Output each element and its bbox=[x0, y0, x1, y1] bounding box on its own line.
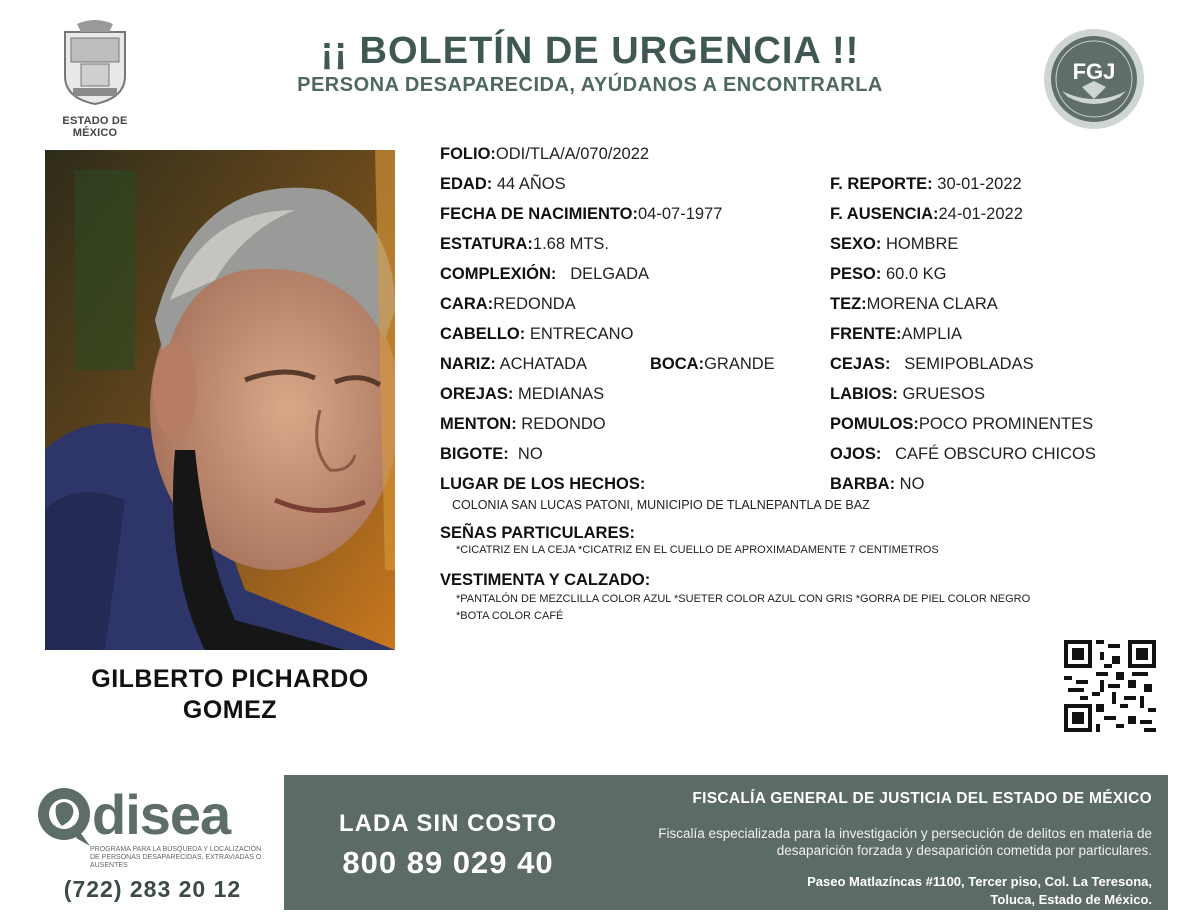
field-barba bbox=[830, 475, 924, 494]
state-logo bbox=[40, 18, 150, 139]
labios-label: LABIOS: bbox=[830, 385, 898, 403]
field-cara bbox=[440, 295, 576, 314]
bigote-value: NO bbox=[517, 445, 543, 463]
edad-label: EDAD: bbox=[440, 175, 493, 193]
vestimenta-value: *PANTALÓN DE MEZCLILLA COLOR AZUL *SUETER COLOR AZUL CON GRIS *GORRA DE PIEL COLOR NEGRO *BOTA COLOR CAFÉ bbox=[456, 593, 1031, 622]
ojos-value: CAFÉ OBSCURO CHICOS bbox=[895, 445, 1096, 463]
tez-value: MORENA CLARA bbox=[866, 295, 998, 313]
field-tez bbox=[830, 295, 998, 314]
f-reporte-value: 30-01-2022 bbox=[937, 175, 1022, 193]
boca-label: BOCA: bbox=[650, 355, 705, 373]
field-vestimenta bbox=[440, 571, 650, 590]
field-orejas bbox=[440, 385, 604, 404]
qr-code[interactable] bbox=[1064, 640, 1156, 732]
cejas-value: SEMIPOBLADAS bbox=[904, 355, 1034, 373]
field-cabello bbox=[440, 325, 633, 344]
fgj-logo-text: FGJ bbox=[1072, 59, 1116, 84]
estatura-label: ESTATURA: bbox=[440, 235, 533, 253]
cabello-value: ENTRECANO bbox=[529, 325, 634, 343]
pomulos-label: POMULOS: bbox=[830, 415, 919, 433]
odisea-description: PROGRAMA PARA LA BÚSQUEDA Y LOCALIZACIÓN DE PERSONAS DESAPARECIDAS, EXTRAVIADAS O AUSENTES bbox=[90, 846, 262, 869]
address-line2: Toluca, Estado de México. bbox=[990, 892, 1152, 907]
field-sexo bbox=[830, 235, 958, 254]
address-line1: Paseo Matlazíncas #1100, Tercer piso, Col. La Teresona, bbox=[807, 874, 1152, 889]
phone-number[interactable]: (722) 283 20 12 bbox=[63, 876, 242, 902]
field-edad bbox=[440, 175, 566, 194]
cabello-label: CABELLO: bbox=[440, 325, 526, 343]
boca-value: GRANDE bbox=[704, 355, 775, 373]
menton-value: REDONDO bbox=[521, 415, 606, 433]
field-peso bbox=[830, 265, 947, 284]
frente-label: FRENTE: bbox=[830, 325, 902, 343]
field-lugar bbox=[440, 475, 645, 494]
complexion-value: DELGADA bbox=[570, 265, 650, 283]
toll-free-number[interactable]: 800 89 029 40 bbox=[342, 845, 554, 880]
pomulos-value: POCO PROMINENTES bbox=[918, 415, 1094, 433]
cejas-label: CEJAS: bbox=[830, 355, 891, 373]
lugar-value: COLONIA SAN LUCAS PATONI, MUNICIPIO DE TLALNEPANTLA DE BAZ bbox=[452, 498, 870, 512]
menton-label: MENTON: bbox=[440, 415, 517, 433]
peso-label: PESO: bbox=[830, 265, 882, 283]
odisea-wordmark: disea bbox=[92, 783, 231, 846]
field-senas bbox=[440, 524, 635, 543]
fiscalia-description: Fiscalía especializada para la investigación y persecución de delitos en materia de desaparición forzada y desaparición cometida por particulares. bbox=[658, 826, 1152, 858]
bigote-label: BIGOTE: bbox=[440, 445, 509, 463]
field-f-reporte bbox=[830, 175, 1022, 194]
f-ausencia-label: F. AUSENCIA: bbox=[830, 205, 939, 223]
cara-label: CARA: bbox=[440, 295, 494, 313]
fiscalia-address bbox=[600, 873, 1152, 909]
f-ausencia-value: 24-01-2022 bbox=[938, 205, 1023, 223]
senas-value: *CICATRIZ EN LA CEJA *CICATRIZ EN EL CUELLO DE APROXIMADAMENTE 7 CENTIMETROS bbox=[456, 544, 939, 556]
ojos-label: OJOS: bbox=[830, 445, 882, 463]
fiscalia-name: FISCALÍA GENERAL DE JUSTICIA DEL ESTADO DE MÉXICO bbox=[692, 790, 1152, 807]
odisea-pin bbox=[36, 786, 92, 848]
folio-value: ODI/TLA/A/070/2022 bbox=[495, 145, 650, 163]
field-bigote bbox=[440, 445, 543, 464]
fgj-seal-icon bbox=[1042, 27, 1146, 131]
barba-value: NO bbox=[899, 475, 925, 493]
orejas-label: OREJAS: bbox=[440, 385, 514, 403]
estatura-value: 1.68 MTS. bbox=[532, 235, 610, 253]
peso-value: 60.0 KG bbox=[885, 265, 947, 283]
field-frente bbox=[830, 325, 962, 344]
field-menton bbox=[440, 415, 606, 434]
field-pomulos bbox=[830, 415, 1093, 434]
person-portrait-icon bbox=[45, 150, 395, 650]
field-cejas bbox=[830, 355, 1034, 374]
folio-label: FOLIO: bbox=[440, 145, 496, 163]
field-folio bbox=[440, 145, 649, 164]
toll-free-label: LADA SIN COSTO bbox=[338, 810, 557, 837]
complexion-label: COMPLEXIÓN: bbox=[440, 265, 557, 283]
field-labios bbox=[830, 385, 985, 404]
cara-value: REDONDA bbox=[493, 295, 576, 313]
page-title: ¡¡ BOLETÍN DE URGENCIA !! bbox=[320, 30, 860, 72]
field-boca bbox=[650, 355, 775, 374]
edad-value: 44 AÑOS bbox=[496, 175, 566, 193]
fecha-nacimiento-label: FECHA DE NACIMIENTO: bbox=[440, 205, 638, 223]
fecha-nacimiento-value: 04-07-1977 bbox=[638, 205, 723, 223]
labios-value: GRUESOS bbox=[902, 385, 985, 403]
person-name bbox=[60, 664, 400, 726]
field-ojos bbox=[830, 445, 1096, 464]
field-f-ausencia bbox=[830, 205, 1023, 224]
lugar-label: LUGAR DE LOS HECHOS: bbox=[440, 475, 646, 493]
person-photo bbox=[45, 150, 395, 650]
state-crest-icon bbox=[57, 18, 133, 106]
f-reporte-label: F. REPORTE: bbox=[830, 175, 933, 193]
frente-value: AMPLIA bbox=[901, 325, 963, 343]
person-name-line1: GILBERTO PICHARDO bbox=[91, 665, 369, 693]
sexo-label: SEXO: bbox=[830, 235, 882, 253]
field-complexion bbox=[440, 265, 649, 284]
orejas-value: MEDIANAS bbox=[517, 385, 605, 403]
person-name-line2: GOMEZ bbox=[182, 696, 278, 724]
barba-label: BARBA: bbox=[830, 475, 896, 493]
fgj-logo bbox=[1042, 27, 1146, 131]
map-pin-icon bbox=[36, 786, 92, 848]
tez-label: TEZ: bbox=[830, 295, 867, 313]
page-subtitle: PERSONA DESAPARECIDA, AYÚDANOS A ENCONTRARLA bbox=[297, 74, 883, 96]
qr-code-icon bbox=[1064, 640, 1156, 732]
sexo-value: HOMBRE bbox=[885, 235, 959, 253]
field-fecha-nacimiento bbox=[440, 205, 722, 224]
senas-label: SEÑAS PARTICULARES: bbox=[440, 524, 635, 542]
field-nariz bbox=[440, 355, 587, 374]
state-label: ESTADO DE MÉXICO bbox=[62, 115, 128, 139]
nariz-value: ACHATADA bbox=[499, 355, 587, 373]
nariz-label: NARIZ: bbox=[440, 355, 496, 373]
vestimenta-label: VESTIMENTA Y CALZADO: bbox=[440, 571, 651, 589]
field-estatura bbox=[440, 235, 609, 254]
